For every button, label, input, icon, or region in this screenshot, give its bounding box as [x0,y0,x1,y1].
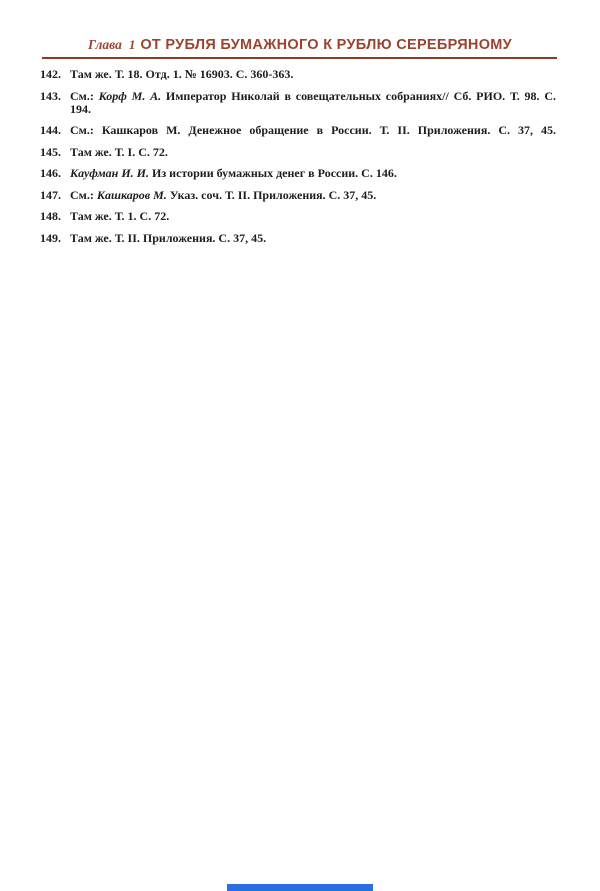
reference-body [70,209,169,223]
reference-number: 147. [40,187,61,202]
reference-item [40,189,556,202]
reference-body [70,67,293,81]
chapter-header [0,0,600,53]
reference-text: Указ. соч. Т. II. Приложения. С. 37, 45. [166,187,377,202]
author-name: Кауфман И. И. [70,166,149,180]
reference-body [70,89,556,116]
author-name: Кашкаров М. [96,187,167,202]
reference-item [40,232,556,245]
reference-text: См.: [70,88,99,103]
reference-item [40,68,556,81]
reference-text: Там же. Т. I. С. 72. [70,144,168,159]
reference-item [40,146,556,159]
reference-body [70,166,397,180]
reference-text: Там же. Т. 1. С. 72. [70,209,170,223]
reference-item [40,167,556,180]
header-rule [42,57,557,59]
reference-number: 144. [40,123,61,137]
reference-text: См.: [70,187,97,202]
reference-body [70,188,376,202]
reference-item [40,124,556,137]
reference-text: См.: Кашкаров М. Денежное обращение в России. Т. II. Приложения. С. 37, 45. [70,123,556,137]
reference-number: 143. [40,88,61,103]
references-list [40,68,556,245]
reference-item [40,90,556,116]
reference-number: 148. [40,209,61,223]
author-name: Корф М. А. [98,88,162,103]
reference-body [70,123,556,137]
reference-item [40,210,556,223]
reference-number: 145. [40,144,61,159]
chapter-number: 1 [128,37,136,52]
reference-body [70,145,168,159]
reference-number: 149. [40,230,61,245]
reference-text: Там же. Т. 18. Отд. 1. № 16903. С. 360-363. [70,67,294,81]
horizontal-scrollbar-thumb[interactable] [227,884,373,891]
reference-number: 142. [40,67,61,81]
reference-text: Там же. Т. II. Приложения. С. 37, 45. [70,230,267,245]
reference-text: Из истории бумажных денег в России. С. 146. [149,166,397,180]
reference-number: 146. [40,166,61,180]
chapter-label: Глава [88,37,122,52]
reference-body [70,231,266,245]
chapter-title: ОТ РУБЛЯ БУМАЖНОГО К РУБЛЮ СЕРЕБРЯНОМУ [140,37,512,53]
reference-text: Император Николай в совещательных собраниях// Сб. РИО. Т. 98. С. 194. [70,88,556,116]
